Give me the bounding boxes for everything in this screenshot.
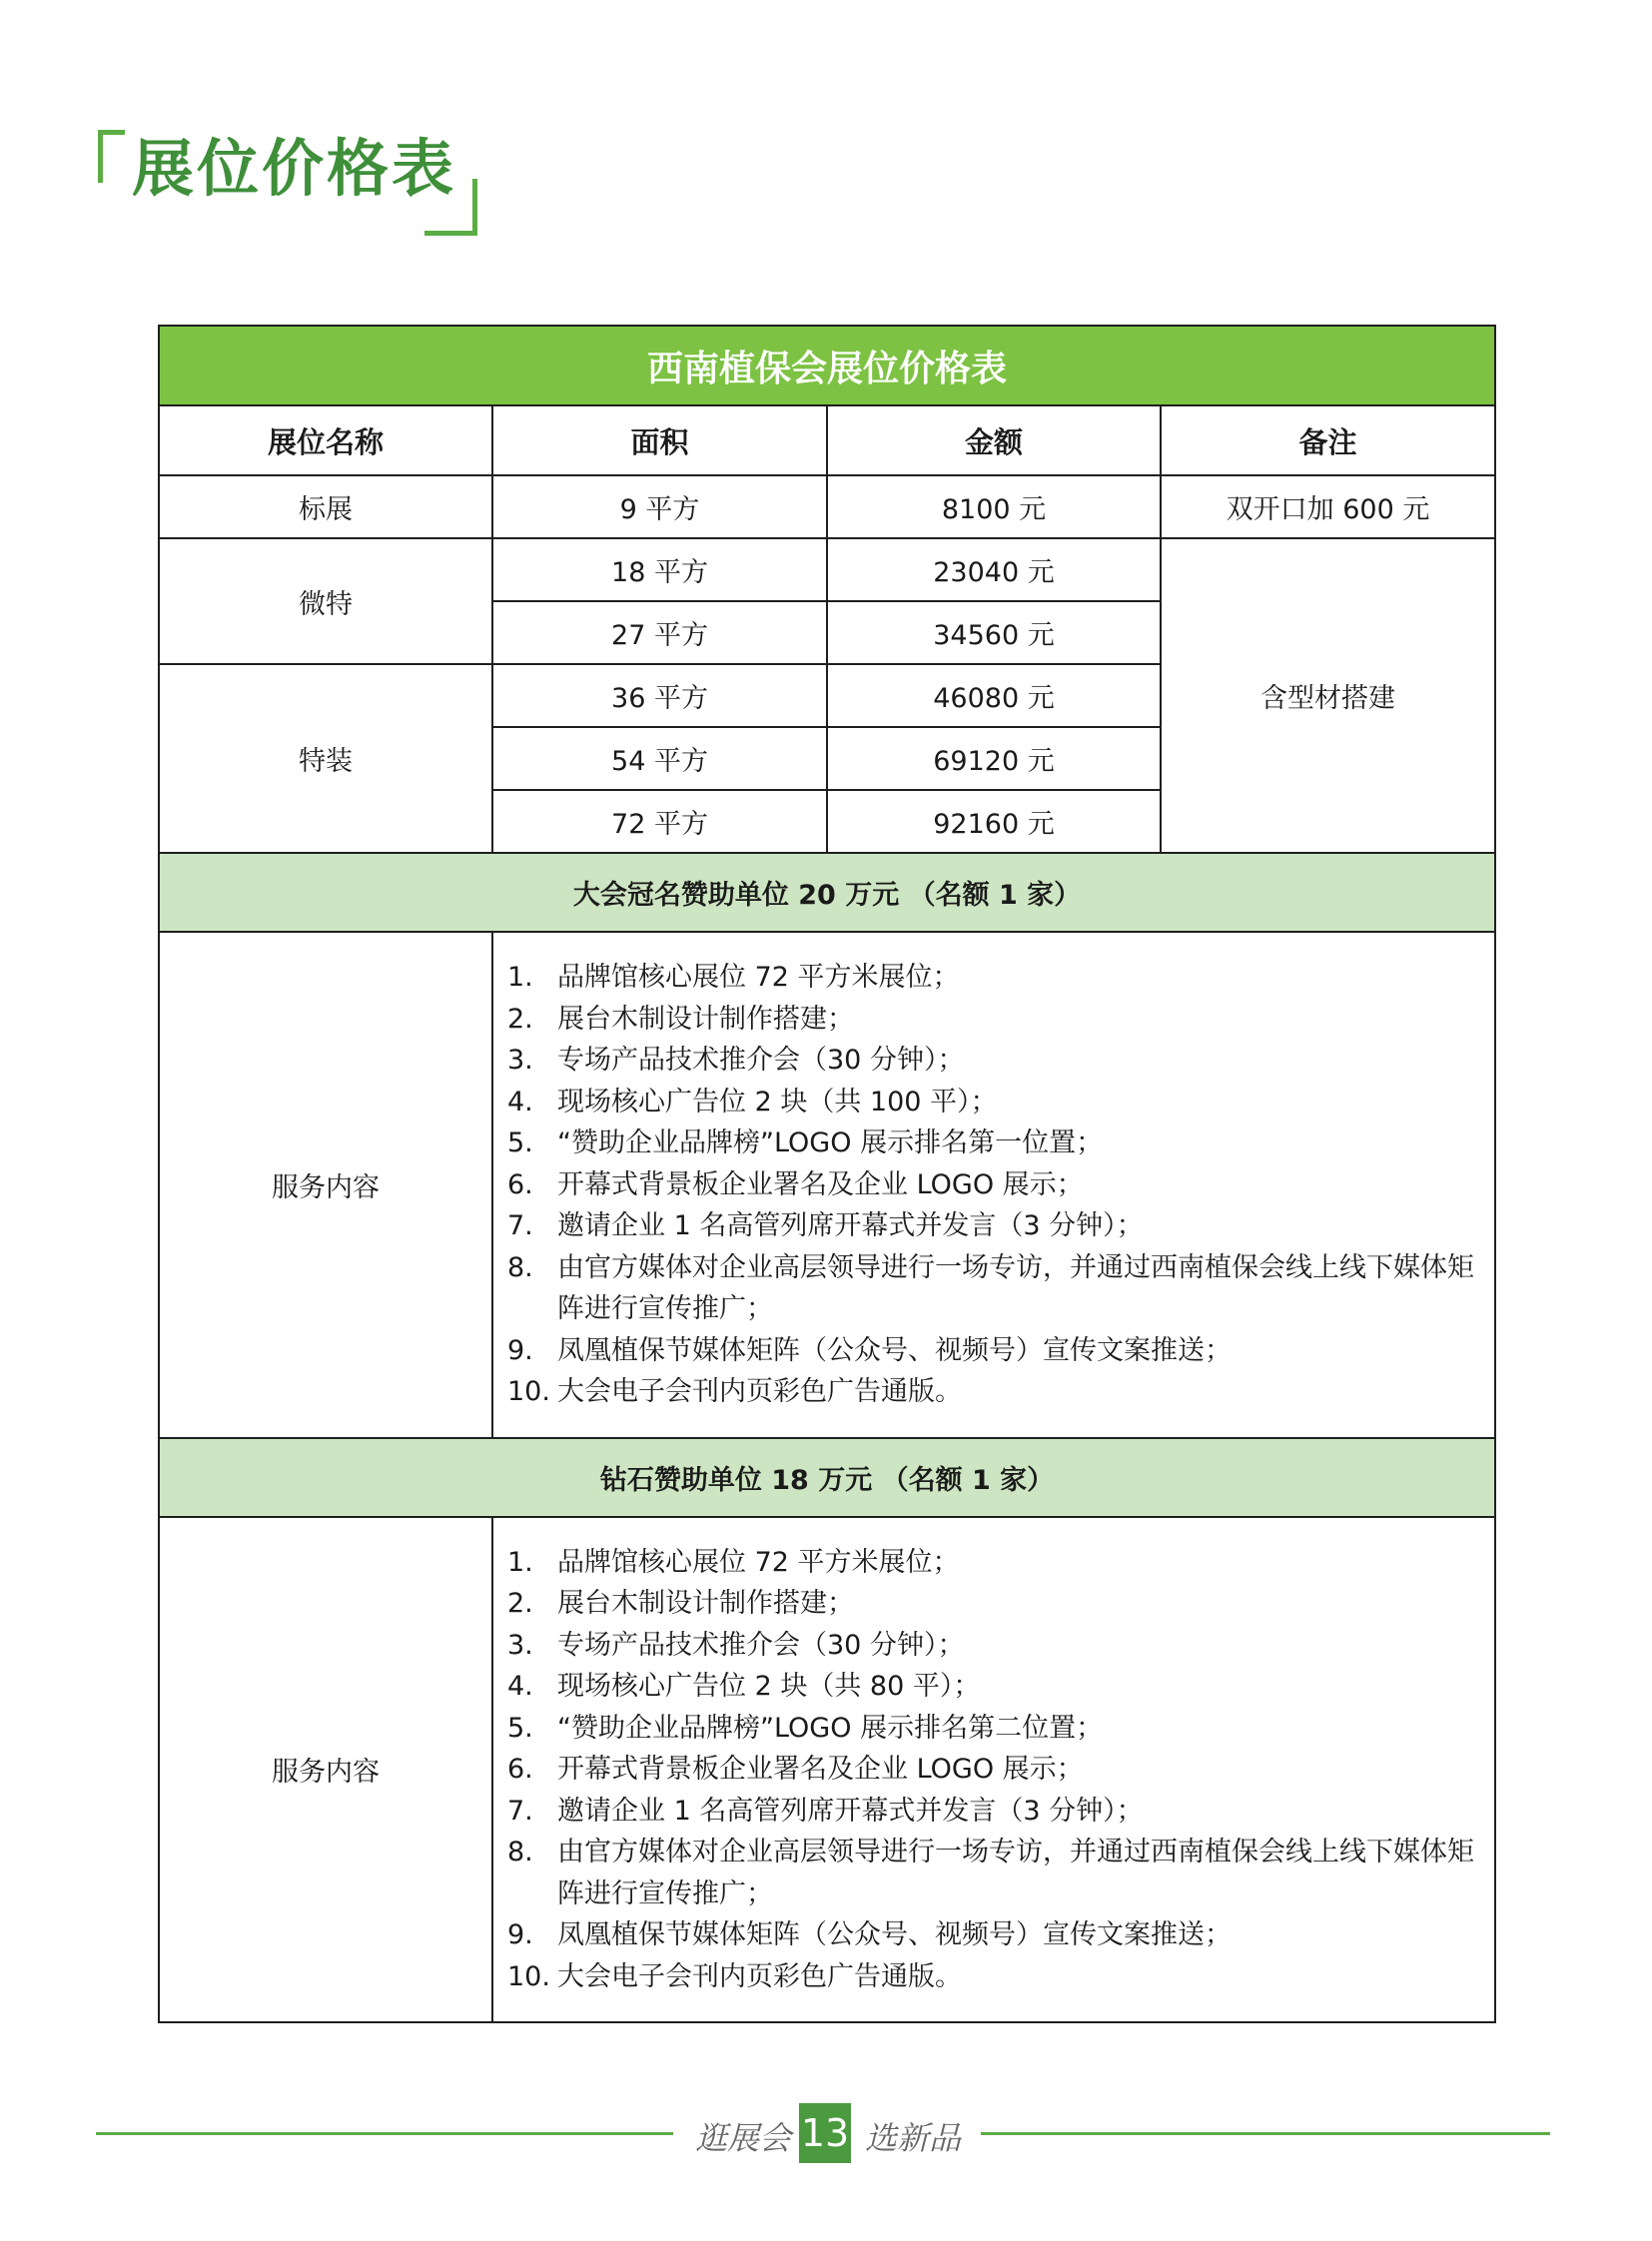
list-text: 邀请企业 1 名高管列席开幕式并发言（3 分钟）；: [557, 1210, 1144, 1241]
list-number: 8.: [507, 1837, 533, 1868]
table-row: [159, 475, 1495, 538]
area-cell: 18 平方: [492, 538, 827, 601]
column-header: 备注: [1161, 405, 1495, 475]
list-number: 1.: [507, 962, 533, 993]
area-cell: 36 平方: [492, 664, 827, 727]
list-number: 5.: [507, 1712, 533, 1744]
list-number: 7.: [507, 1210, 533, 1241]
title-sponsor-heading: 大会冠名赞助单位 20 万元 （名额 1 家）: [159, 853, 1495, 932]
list-number: 8.: [507, 1251, 533, 1283]
list-text: “赞助企业品牌榜”LOGO 展示排名第一位置；: [557, 1127, 1104, 1158]
list-number: 1.: [507, 1546, 533, 1578]
list-number: 10.: [507, 1376, 550, 1407]
list-number: 3.: [507, 1045, 533, 1076]
list-number: 2.: [507, 1003, 533, 1035]
note-cell: 含型材搭建: [1161, 538, 1495, 853]
table-row: [159, 932, 1495, 1438]
service-content-cell: [492, 932, 1495, 1438]
area-cell: 72 平方: [492, 790, 827, 853]
list-item: [507, 1542, 1482, 1584]
list-item: [507, 1749, 1482, 1791]
list-text: 邀请企业 1 名高管列席开幕式并发言（3 分钟）；: [557, 1795, 1144, 1827]
corner-bracket-top-left: [98, 130, 125, 183]
list-number: 4.: [507, 1086, 533, 1118]
area-cell: 9 平方: [492, 475, 827, 538]
list-number: 7.: [507, 1795, 533, 1827]
list-text: 开幕式背景板企业署名及企业 LOGO 展示；: [557, 1168, 1084, 1200]
list-number: 2.: [507, 1588, 533, 1619]
list-item: [507, 1583, 1482, 1625]
list-item: [507, 1330, 1482, 1372]
list-item: [507, 957, 1482, 999]
service-label: 服务内容: [159, 932, 492, 1438]
price-cell: 8100 元: [827, 475, 1161, 538]
footer-slogan-right: 选新品: [865, 2119, 962, 2157]
list-number: 6.: [507, 1168, 533, 1200]
list-item: [507, 1666, 1482, 1708]
table-title: 西南植保会展位价格表: [159, 326, 1495, 405]
list-item: [507, 1205, 1482, 1247]
price-cell: 92160 元: [827, 790, 1161, 853]
note-cell: 双开口加 600 元: [1161, 475, 1495, 538]
booth-name-cell: 微特: [159, 538, 492, 664]
list-text: 凤凰植保节媒体矩阵（公众号、视频号）宣传文案推送；: [557, 1919, 1232, 1950]
list-item: [507, 1122, 1482, 1164]
service-content-cell: [492, 1517, 1495, 2023]
column-header: 金额: [827, 405, 1161, 475]
list-number: 3.: [507, 1629, 533, 1661]
list-item: [507, 1247, 1482, 1330]
area-cell: 54 平方: [492, 727, 827, 790]
column-header: 面积: [492, 405, 827, 475]
booth-name-cell: 标展: [159, 475, 492, 538]
footer-divider-right: [981, 2132, 1550, 2135]
service-list: [507, 957, 1482, 1413]
sponsor-band-row: [159, 853, 1495, 932]
list-text: 展台木制设计制作搭建；: [557, 1003, 854, 1035]
price-cell: 34560 元: [827, 601, 1161, 664]
list-text: 专场产品技术推介会（30 分钟）；: [557, 1045, 965, 1076]
page-number: 13: [799, 2103, 851, 2163]
table-title-row: [159, 326, 1495, 405]
list-text: 开幕式背景板企业署名及企业 LOGO 展示；: [557, 1754, 1084, 1785]
list-number: 9.: [507, 1334, 533, 1366]
list-text: “赞助企业品牌榜”LOGO 展示排名第二位置；: [557, 1712, 1104, 1744]
list-text: 由官方媒体对企业高层领导进行一场专访，并通过西南植保会线上线下媒体矩阵进行宣传推广；: [557, 1251, 1474, 1324]
column-header: 展位名称: [159, 405, 492, 475]
diamond-sponsor-heading: 钻石赞助单位 18 万元 （名额 1 家）: [159, 1438, 1495, 1517]
list-item: [507, 1832, 1482, 1914]
page-heading: [98, 118, 477, 236]
list-item: [507, 1040, 1482, 1082]
list-number: 10.: [507, 1960, 550, 1992]
list-number: 9.: [507, 1919, 533, 1950]
table-row: [159, 538, 1495, 601]
list-number: 5.: [507, 1127, 533, 1158]
footer-slogan-left: 逛展会: [695, 2119, 792, 2157]
list-number: 6.: [507, 1754, 533, 1785]
price-table: [158, 325, 1496, 2023]
list-item: [507, 1956, 1482, 1998]
list-text: 品牌馆核心展位 72 平方米展位；: [557, 962, 960, 993]
list-text: 由官方媒体对企业高层领导进行一场专访，并通过西南植保会线上线下媒体矩阵进行宣传推广；: [557, 1837, 1474, 1909]
list-item: [507, 999, 1482, 1041]
footer-divider-left: [96, 2132, 673, 2135]
corner-bracket-bottom-right: [424, 179, 477, 236]
list-item: [507, 1708, 1482, 1750]
price-cell: 69120 元: [827, 727, 1161, 790]
table-row: [159, 1517, 1495, 2023]
list-text: 品牌馆核心展位 72 平方米展位；: [557, 1546, 960, 1578]
list-item: [507, 1082, 1482, 1123]
list-text: 现场核心广告位 2 块（共 100 平）；: [557, 1086, 998, 1118]
booth-name-cell: 特装: [159, 664, 492, 853]
page-heading-text: 展位价格表: [132, 132, 457, 205]
list-item: [507, 1914, 1482, 1956]
list-item: [507, 1791, 1482, 1833]
price-cell: 46080 元: [827, 664, 1161, 727]
service-list: [507, 1542, 1482, 1998]
list-number: 4.: [507, 1671, 533, 1702]
price-cell: 23040 元: [827, 538, 1161, 601]
area-cell: 27 平方: [492, 601, 827, 664]
list-text: 现场核心广告位 2 块（共 80 平）；: [557, 1671, 981, 1702]
list-text: 大会电子会刊内页彩色广告通版。: [557, 1960, 962, 1992]
list-text: 凤凰植保节媒体矩阵（公众号、视频号）宣传文案推送；: [557, 1334, 1232, 1366]
list-item: [507, 1164, 1482, 1206]
list-item: [507, 1625, 1482, 1667]
list-text: 大会电子会刊内页彩色广告通版。: [557, 1376, 962, 1407]
list-text: 专场产品技术推介会（30 分钟）；: [557, 1629, 965, 1661]
sponsor-band-row: [159, 1438, 1495, 1517]
service-label: 服务内容: [159, 1517, 492, 2023]
list-item: [507, 1371, 1482, 1413]
list-text: 展台木制设计制作搭建；: [557, 1588, 854, 1619]
table-header-row: [159, 405, 1495, 475]
